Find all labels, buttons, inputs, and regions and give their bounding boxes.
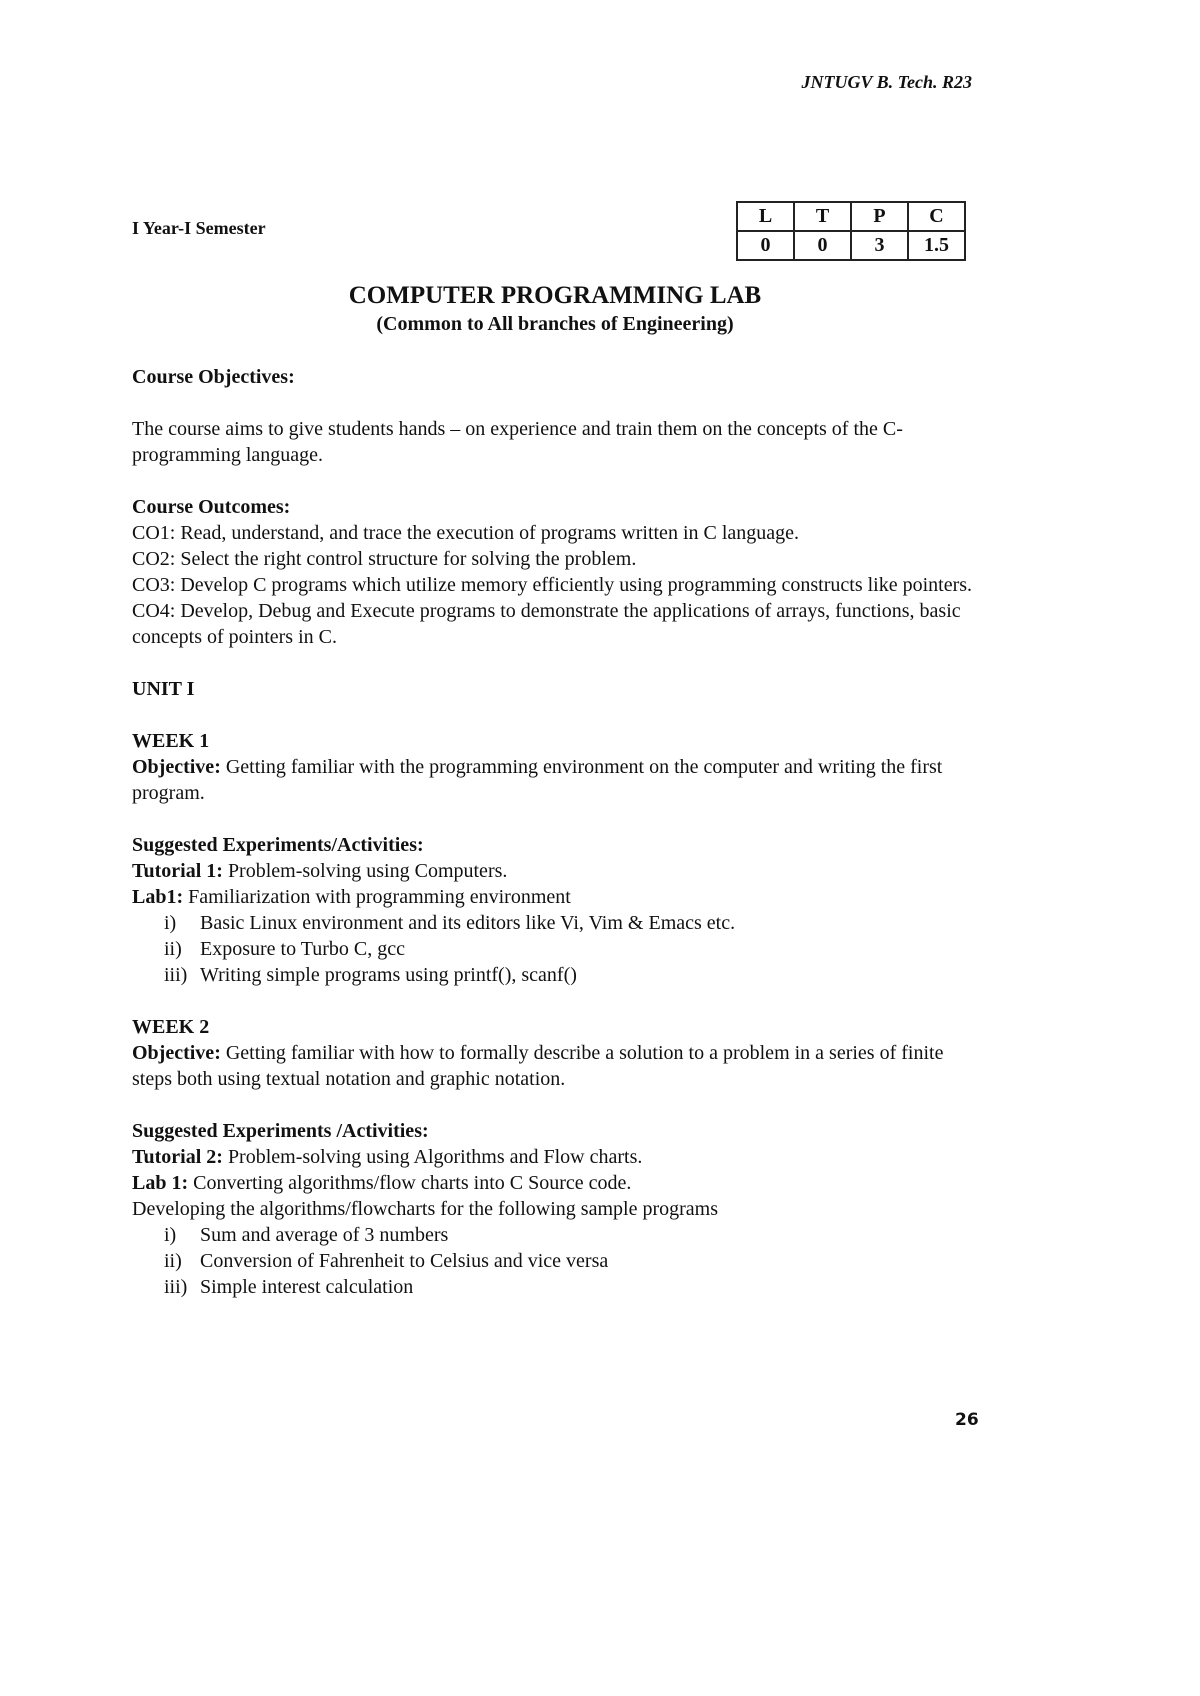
list-item-text: Conversion of Fahrenheit to Celsius and vice versa bbox=[200, 1250, 609, 1272]
week1-heading: WEEK 1 bbox=[132, 730, 210, 752]
objectives-text: The course aims to give students hands – on experience and train them on the concepts of the C- programming language. bbox=[132, 418, 903, 466]
list-item-number: i) bbox=[164, 1224, 177, 1246]
ltpc-value-row bbox=[737, 231, 965, 260]
list-item-number: ii) bbox=[164, 1250, 182, 1272]
week1-objective-text: Getting familiar with the programming environment on the computer and writing the first program. bbox=[132, 756, 943, 804]
week2-activities-heading: Suggested Experiments /Activities: bbox=[132, 1120, 429, 1142]
course-subtitle: (Common to All branches of Engineering) bbox=[376, 313, 734, 335]
ltpc-header-p: P bbox=[851, 202, 908, 231]
running-header: JNTUGV B. Tech. R23 bbox=[801, 72, 972, 92]
ltpc-value-t: 0 bbox=[794, 231, 851, 260]
list-item-text: Sum and average of 3 numbers bbox=[200, 1224, 449, 1246]
week2-objective-label: Objective: bbox=[132, 1042, 221, 1064]
ltpc-table bbox=[736, 201, 966, 261]
week2-list bbox=[132, 1222, 977, 1300]
week2-objective bbox=[132, 1040, 977, 1092]
week2-tutorial bbox=[132, 1144, 977, 1170]
week1-activities-heading: Suggested Experiments/Activities: bbox=[132, 834, 424, 856]
outcome-item: CO2: Select the right control structure for solving the problem. bbox=[132, 548, 637, 570]
week1-tutorial bbox=[132, 858, 977, 884]
list-item bbox=[164, 936, 977, 962]
outcome-item: CO3: Develop C programs which utilize memory efficiently using programming constructs like pointers. bbox=[132, 574, 973, 596]
ltpc-value-p: 3 bbox=[851, 231, 908, 260]
week1-tutorial-label: Tutorial 1: bbox=[132, 860, 223, 882]
ltpc-header-t: T bbox=[794, 202, 851, 231]
list-item-number: iii) bbox=[164, 1276, 188, 1298]
week2-lab-label: Lab 1: bbox=[132, 1172, 189, 1194]
list-item bbox=[164, 1222, 977, 1248]
list-item-number: ii) bbox=[164, 938, 182, 960]
list-item-number: i) bbox=[164, 912, 177, 934]
week1-lab-label: Lab1: bbox=[132, 886, 184, 908]
ltpc-header-l: L bbox=[737, 202, 794, 231]
page-number: 26 bbox=[955, 1410, 979, 1430]
week2-heading: WEEK 2 bbox=[132, 1016, 210, 1038]
list-item-text: Simple interest calculation bbox=[200, 1276, 414, 1298]
ltpc-value-l: 0 bbox=[737, 231, 794, 260]
ltpc-header-c: C bbox=[908, 202, 965, 231]
list-item-number: iii) bbox=[164, 964, 188, 986]
list-item bbox=[164, 1274, 977, 1300]
outcome-item: CO1: Read, understand, and trace the execution of programs written in C language. bbox=[132, 522, 800, 544]
week2-lab-text: Converting algorithms/flow charts into C Source code. bbox=[188, 1172, 632, 1194]
week1-lab bbox=[132, 884, 977, 910]
course-title: COMPUTER PROGRAMMING LAB bbox=[348, 282, 762, 309]
outcomes-heading: Course Outcomes: bbox=[132, 496, 291, 518]
week1-objective-label: Objective: bbox=[132, 756, 221, 778]
objectives-heading: Course Objectives: bbox=[132, 366, 295, 388]
ltpc-header-row bbox=[737, 202, 965, 231]
week2-tutorial-label: Tutorial 2: bbox=[132, 1146, 223, 1168]
list-item-text: Writing simple programs using printf(), scanf() bbox=[200, 964, 577, 986]
week1-tutorial-text: Problem-solving using Computers. bbox=[222, 860, 508, 882]
ltpc-value-c: 1.5 bbox=[908, 231, 965, 260]
week2-tutorial-text: Problem-solving using Algorithms and Flow charts. bbox=[222, 1146, 643, 1168]
week1-list bbox=[132, 910, 977, 988]
week1-objective bbox=[132, 754, 977, 806]
week2-objective-text: Getting familiar with how to formally describe a solution to a problem in a series of finite steps both using textual notation and graphic notation. bbox=[132, 1042, 944, 1090]
outcome-item: CO4: Develop, Debug and Execute programs to demonstrate the applications of arrays, functions, basic concepts of pointers in C. bbox=[132, 600, 961, 648]
unit-heading: UNIT I bbox=[132, 678, 195, 700]
document-body bbox=[132, 364, 977, 1300]
week2-lead: Developing the algorithms/flowcharts for the following sample programs bbox=[132, 1198, 718, 1220]
list-item bbox=[164, 910, 977, 936]
week2-lab bbox=[132, 1170, 977, 1196]
list-item bbox=[164, 1248, 977, 1274]
week1-lab-text: Familiarization with programming environment bbox=[183, 886, 571, 908]
list-item bbox=[164, 962, 977, 988]
semester-label: I Year-I Semester bbox=[132, 218, 266, 238]
list-item-text: Basic Linux environment and its editors like Vi, Vim & Emacs etc. bbox=[200, 912, 736, 934]
list-item-text: Exposure to Turbo C, gcc bbox=[200, 938, 405, 960]
